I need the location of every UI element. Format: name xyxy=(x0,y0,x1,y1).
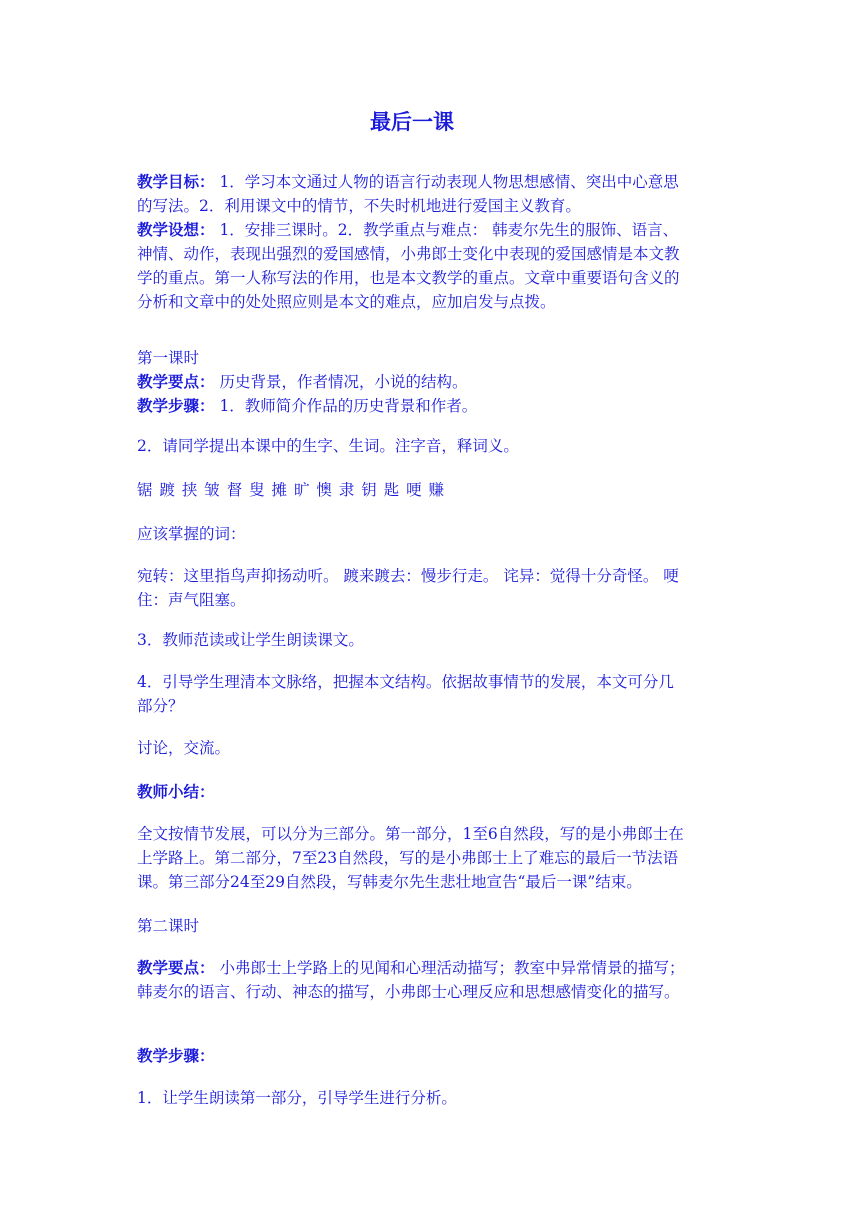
objectives-text: 1．学习本文通过人物的语言行动表现人物思想感情、突出中心意思的写法。2．利用课文中的情节，不失时机地进行爱国主义教育。 xyxy=(137,173,679,215)
lesson1-step2: 2．请同学提出本课中的生字、生词。注字音，释词义。 xyxy=(137,437,519,455)
lesson1-points-label: 教学要点： xyxy=(137,373,215,391)
objectives-label: 教学目标： xyxy=(137,173,215,191)
lesson1-points xyxy=(137,370,687,394)
lesson2-points xyxy=(137,956,687,1004)
objectives-paragraph xyxy=(137,170,687,218)
page-title: 最后一课 xyxy=(370,110,454,134)
design-text: 1．安排三课时。2．教学重点与难点： 韩麦尔先生的服饰、语言、神情、动作，表现出强烈的爱国感情，小弗郎士变化中表现的爱国感情是本文教学的重点。第一人称写法的作用，也是本文教学的重点。文章中重要语句含义的分析和文章中的处处照应则是本文的难点，应加启发与点拨。 xyxy=(137,221,680,311)
lesson2-heading: 第二课时 xyxy=(137,917,200,935)
lesson2-steps-label: 教学步骤： xyxy=(137,1047,215,1065)
lesson1-steps-text: 1．教师简介作品的历史背景和作者。 xyxy=(214,397,478,415)
lesson2-points-text: 小弗郎士上学路上的见闻和心理活动描写；教室中异常情景的描写；韩麦尔的语言、行动、神态的描写，小弗郎士心理反应和思想感情变化的描写。 xyxy=(137,959,685,1001)
vocab-text: 宛转：这里指鸟声抑扬动听。 踱来踱去：慢步行走。 诧异：觉得十分奇怪。 哽住：声气阻塞。 xyxy=(137,567,679,609)
lesson1-step3: 3．教师范读或让学生朗读课文。 xyxy=(137,631,364,649)
lesson1-steps-label: 教学步骤： xyxy=(137,397,215,415)
new-characters: 锯 踱 挟 皱 督 叟 摊 旷 懊 隶 钥 匙 哽 赚 xyxy=(137,481,445,499)
lesson1-heading: 第一课时 xyxy=(137,349,200,367)
lesson2-points-label: 教学要点： xyxy=(137,959,215,977)
design-paragraph xyxy=(137,218,687,314)
lesson1-steps xyxy=(137,394,687,418)
vocab-label: 应该掌握的词： xyxy=(137,525,246,543)
summary-label: 教师小结： xyxy=(137,783,215,801)
lesson1-step4: 4．引导学生理清本文脉络，把握本文结构。依据故事情节的发展，本文可分几部分？ xyxy=(137,673,674,715)
lesson1-points-text: 历史背景，作者情况，小说的结构。 xyxy=(214,373,468,391)
design-label: 教学设想： xyxy=(137,221,215,239)
summary-text: 全文按情节发展，可以分为三部分。第一部分，1至6自然段，写的是小弗郎士在上学路上。第二部分，7至23自然段，写的是小弗郎士上了难忘的最后一节法语课。第三部分24至29自然段，写韩麦尔先生悲壮地宣告“最后一课”结束。 xyxy=(137,825,684,891)
discussion: 讨论，交流。 xyxy=(137,739,231,757)
lesson2-step1: 1．让学生朗读第一部分，引导学生进行分析。 xyxy=(137,1089,457,1107)
